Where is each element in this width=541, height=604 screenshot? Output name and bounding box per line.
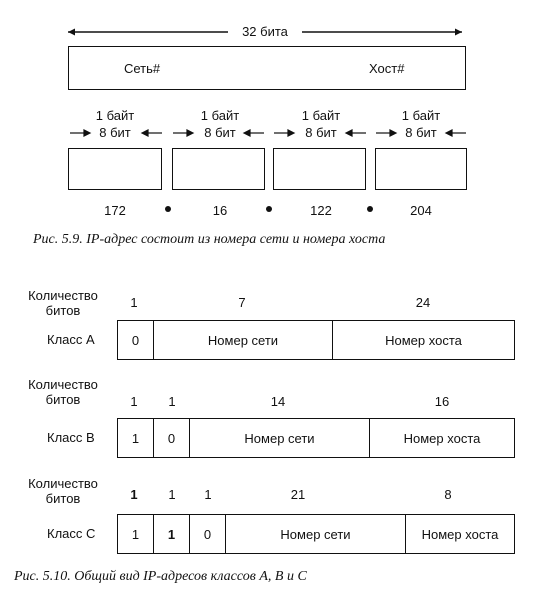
byte-label-4: 1 байт xyxy=(401,108,441,123)
dot-separator-icon xyxy=(266,206,272,212)
class-c-field-5: Номер хоста xyxy=(421,526,499,542)
class-a-bits-3: 24 xyxy=(415,295,431,310)
class-c-bits-3: 1 xyxy=(204,487,212,502)
class-b-bits-3: 14 xyxy=(270,394,286,409)
class-b-bits-1: 1 xyxy=(130,394,138,409)
byte-label-3: 1 байт xyxy=(301,108,341,123)
host-label: Хост# xyxy=(369,61,405,76)
address-box xyxy=(68,46,466,90)
class-b-field-4: Номер хоста xyxy=(403,430,481,446)
octet-2: 16 xyxy=(212,203,228,218)
class-a-field-3: Номер хоста xyxy=(385,332,462,348)
class-b-bits-2: 1 xyxy=(168,394,176,409)
bit-count-label-line2: битов xyxy=(45,303,81,318)
figure-5-10-caption: Рис. 5.10. Общий вид IP-адресов классов А, В и С xyxy=(14,569,307,584)
class-c-bits-4: 21 xyxy=(290,487,306,502)
byte-box-2 xyxy=(172,148,265,190)
byte-label-2: 1 байт xyxy=(200,108,240,123)
class-c-field-3: 0 xyxy=(190,515,226,553)
class-c-bits-5: 8 xyxy=(444,487,452,502)
class-c-field-2: 1 xyxy=(154,515,190,553)
byte-box-1 xyxy=(68,148,162,190)
byte-width-arrows xyxy=(0,0,1,1)
class-b-name: Класс В xyxy=(47,430,95,445)
class-c-name: Класс С xyxy=(47,526,96,541)
bit-count-label-line2: битов xyxy=(45,491,81,506)
octet-3: 122 xyxy=(310,203,332,218)
dot-separator-icon xyxy=(165,206,171,212)
class-a-bits-2: 7 xyxy=(238,295,246,310)
byte-box-4 xyxy=(375,148,467,190)
class-b-field-3: Номер сети xyxy=(190,419,370,457)
class-b-field-1: 1 xyxy=(118,419,154,457)
dot-separator-icon xyxy=(367,206,373,212)
class-a-name: Класс А xyxy=(47,332,95,347)
octet-1: 172 xyxy=(104,203,126,218)
class-c-bits-2: 1 xyxy=(168,487,176,502)
bit-label-2: 8 бит xyxy=(204,125,236,140)
byte-box-3 xyxy=(273,148,366,190)
bit-label-4: 8 бит xyxy=(405,125,437,140)
class-b-field-2: 0 xyxy=(154,419,190,457)
class-b-box xyxy=(117,418,515,458)
class-b-bits-4: 16 xyxy=(434,394,450,409)
class-c-field-1: 1 xyxy=(118,515,154,553)
bit-label-3: 8 бит xyxy=(305,125,337,140)
class-c-field-4: Номер сети xyxy=(226,515,406,553)
figure-5-9-caption: Рис. 5.9. IP-адрес состоит из номера сети и номера хоста xyxy=(33,232,386,247)
bit-count-label-line1: Количество xyxy=(28,288,98,303)
class-c-box xyxy=(117,514,515,554)
bit-count-label-line2: битов xyxy=(45,392,81,407)
bits-32-label: 32 бита xyxy=(242,24,288,39)
bit-count-label-line1: Количество xyxy=(28,476,98,491)
class-a-field-1: 0 xyxy=(118,321,154,359)
byte-label-1: 1 байт xyxy=(95,108,135,123)
bit-label-1: 8 бит xyxy=(99,125,131,140)
class-a-bits-1: 1 xyxy=(130,295,138,310)
class-a-field-2: Номер сети xyxy=(154,321,333,359)
class-a-box xyxy=(117,320,515,360)
net-label: Сеть# xyxy=(124,61,161,76)
octet-4: 204 xyxy=(410,203,432,218)
class-c-bits-1: 1 xyxy=(130,487,138,502)
bit-count-label-line1: Количество xyxy=(28,377,98,392)
